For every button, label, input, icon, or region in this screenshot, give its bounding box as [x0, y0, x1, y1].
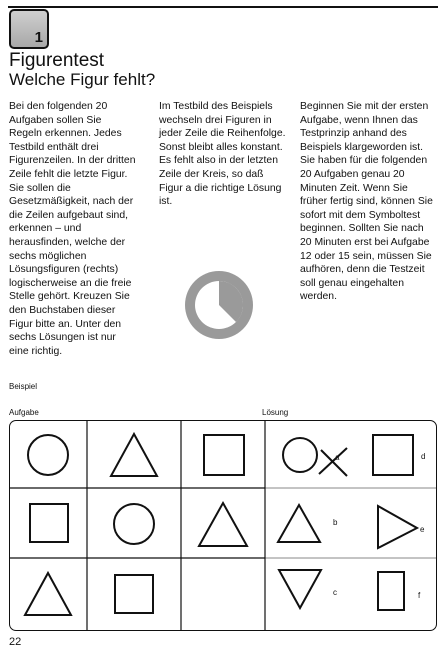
chapter-badge [9, 9, 49, 49]
example-label: Beispiel [9, 382, 38, 391]
solution-a-circle [283, 438, 317, 472]
solution-f-rectangle [378, 572, 404, 610]
top-rule [8, 6, 438, 8]
example-figures [9, 420, 437, 631]
solution-letter-b[interactable]: b [333, 518, 338, 527]
solution-letter-f[interactable]: f [418, 591, 421, 600]
task-triangle-r2 [199, 503, 247, 546]
solution-letter-a[interactable]: a [335, 453, 340, 462]
task-circle-r1 [28, 435, 68, 475]
instruction-column-1: Bei den folgenden 20 Aufgaben sollen Sie Regeln erkennen. Jedes Testbild enthält drei Figurenzeilen. In der dritten Zeile fehlt die letzte Figur. Sie sollen die Gesetzmäßigkeit, nach der die Zeilen aufgebaut sind, erkennen – und herausfinden, welche der sechs möglichen Lösungsfiguren (rechts) logischerweise an die freie Stelle gehört. Kreuzen Sie den Buchstaben dieser Figur bitte an. Unter den sechs Lösungen ist nur eine richtig. [9, 101, 136, 357]
chapter-number: 1 [34, 29, 43, 46]
solution-letter-c[interactable]: c [333, 588, 337, 597]
clock-icon [184, 270, 254, 340]
task-circle-r2 [114, 504, 154, 544]
page-subtitle: Welche Figur fehlt? [9, 70, 156, 89]
task-triangle-r1 [111, 434, 157, 476]
task-square-r2 [30, 504, 68, 542]
page-number: 22 [9, 636, 22, 648]
page-title: Figurentest [9, 50, 105, 71]
solution-b-triangle [278, 505, 320, 542]
task-square-r1 [204, 435, 244, 475]
task-square-r3 [115, 575, 153, 613]
solution-letter-d[interactable]: d [421, 452, 426, 461]
solution-d-square [373, 435, 413, 475]
solution-letter-e[interactable]: e [420, 525, 425, 534]
instruction-column-2: Im Testbild des Beispiels wechseln drei Figuren in jeder Zeile die Reihenfolge. Sonst bleibt alles konstant. Es fehlt also in der letzten Zeile der Kreis, so daß Figur a die richtige Lösung ist. [159, 101, 286, 208]
solution-e-triangle [378, 506, 417, 548]
solution-c-triangle [279, 570, 321, 608]
instruction-column-3: Beginnen Sie mit der ersten Aufgabe, wenn Ihnen das Testprinzip anhand des Beispiels klargeworden ist. Sie haben für die folgenden 20 Aufgaben genau 20 Minuten Zeit. Wenn Sie früher fertig sind, können Sie sofort mit dem Symboltest beginnen. Sollten Sie nach 20 Minuten erst bei Aufgabe 12 oder 15 sein, müssen Sie aufhören, denn die Testzeit soll genau eingehalten werden. [300, 101, 433, 303]
solution-label: Lösung [262, 408, 289, 417]
task-triangle-r3 [25, 573, 71, 615]
solution-a-cross-2 [321, 450, 347, 476]
task-label: Aufgabe [9, 408, 39, 417]
